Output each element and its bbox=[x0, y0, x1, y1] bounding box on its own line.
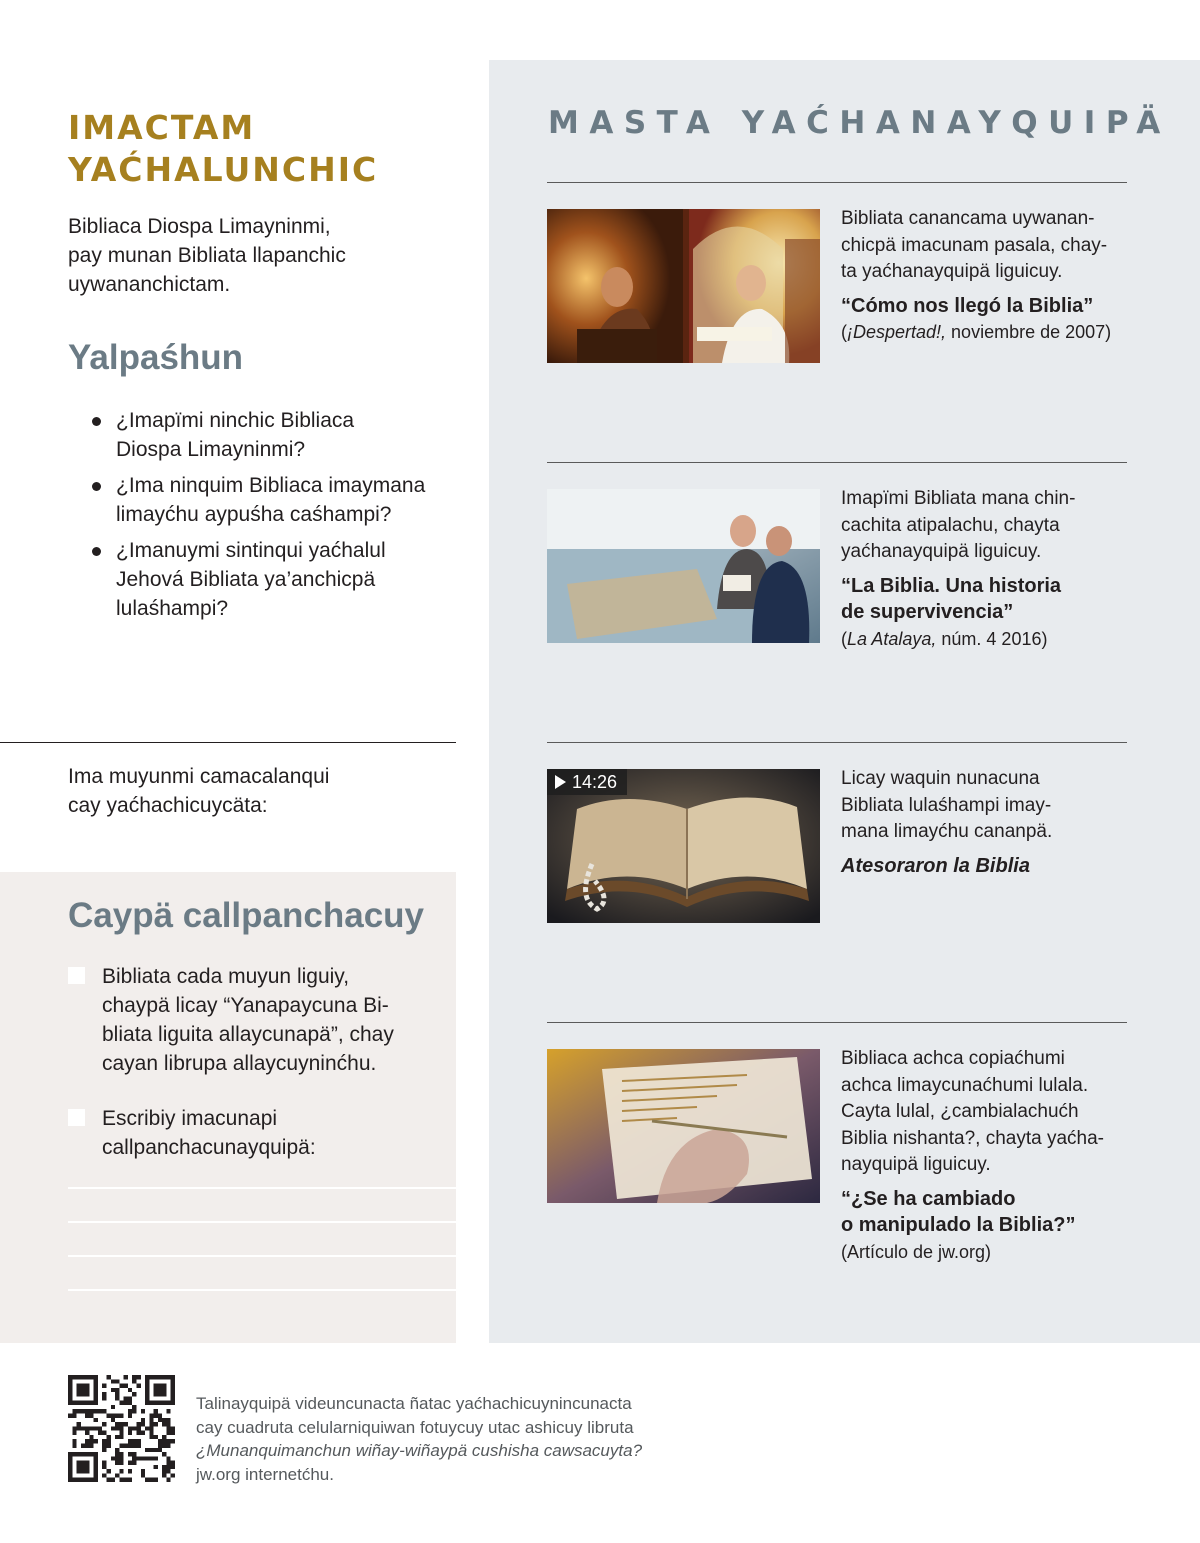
next-lesson-text: Ima muyunmi camacalanqui cay yaćhachicuycäta: bbox=[68, 765, 330, 817]
section-divider bbox=[0, 742, 456, 743]
writing-line[interactable] bbox=[68, 1221, 456, 1223]
resource-divider bbox=[547, 1022, 1127, 1023]
resource-source: (¡Despertad!, noviembre de 2007) bbox=[841, 322, 1112, 342]
summary-title: IMACTAM YAĆHALUNCHIC bbox=[68, 108, 379, 189]
resource-image-bible-history[interactable] bbox=[547, 209, 820, 363]
resource-image-scribe[interactable] bbox=[547, 1049, 820, 1203]
footer-text: Talinayquipä videuncunacta ñatac yaćhachicuynincunacta cay cuadruta celularniquiwan fotuycuy utac ashicuy libruta ¿Munanquimanchun wiñay-wiñaypä cushisha cawsacuyta? jw.org internetćhu. bbox=[196, 1394, 643, 1484]
goal-text: Bibliata cada muyun liguiy, chaypä licay “Yanapaycuna Bi- bliata liguita allaycunapä”, chay cayan librupa allaycuyninćhu. bbox=[102, 965, 394, 1075]
resource-source: (La Atalaya, núm. 4 2016) bbox=[841, 628, 1048, 649]
goal-text: Escribiy imacunapi callpanchacunayquipä: bbox=[102, 1107, 316, 1159]
goal-item bbox=[68, 962, 438, 1078]
writing-line[interactable] bbox=[68, 1187, 456, 1189]
review-question: ¿Ima ninquim Bibliaca imaymana limayćhu aypuśha caśhampi? bbox=[92, 471, 462, 529]
resource-description: Bibliata canancama uywanan- chicpä imacunam pasala, chay- ta yaćhanayquipä liguicuy. bbox=[841, 208, 1108, 282]
qr-code-graphic bbox=[68, 1375, 175, 1482]
resource-divider bbox=[547, 742, 1127, 743]
resource-description: Imapïmi Bibliata mana chin- cachita atipalachu, chayta yaćhanayquipä liguicuy. bbox=[841, 488, 1076, 562]
review-question-list bbox=[92, 406, 462, 630]
museum-photo bbox=[547, 489, 820, 643]
resource-text bbox=[841, 206, 1141, 345]
review-heading: Yalpaśhun bbox=[68, 338, 244, 377]
resource-text bbox=[841, 486, 1141, 652]
video-duration-badge: 14:26 bbox=[547, 769, 627, 795]
goal-checkbox[interactable] bbox=[68, 967, 85, 984]
resource-title[interactable]: “¿Se ha cambiado o manipulado la Biblia?” bbox=[841, 1187, 1076, 1236]
goals-box bbox=[0, 872, 456, 1343]
painting-illustration bbox=[547, 209, 820, 363]
review-question: ¿Imapïmi ninchic Bibliaca Diospa Limayninmi? bbox=[92, 406, 462, 464]
summary-text: Bibliaca Diospa Limayninmi, pay munan Bibliata llapanchic uywananchictam. bbox=[68, 215, 346, 296]
writing-line[interactable] bbox=[68, 1289, 456, 1291]
review-question: ¿Imanuymi sintinqui yaćhalul Jehová Bibliata ya’anchicpä lulaśhampi? bbox=[92, 536, 462, 623]
qr-code-icon[interactable] bbox=[68, 1375, 175, 1482]
bullet-icon bbox=[92, 482, 101, 491]
resource-divider bbox=[547, 182, 1127, 183]
goal-checkbox[interactable] bbox=[68, 1109, 85, 1126]
goal-item bbox=[68, 1104, 438, 1162]
resource-text bbox=[841, 1046, 1141, 1265]
resource-title[interactable]: Atesoraron la Biblia bbox=[841, 854, 1030, 877]
resource-text bbox=[841, 766, 1141, 879]
bullet-icon bbox=[92, 547, 101, 556]
resource-description: Licay waquin nunacuna Bibliata lulaśhampi imay- mana limayćhu cananpä. bbox=[841, 768, 1053, 842]
resource-source: (Artículo de jw.org) bbox=[841, 1241, 992, 1262]
resource-title[interactable]: “Cómo nos llegó la Biblia” bbox=[841, 294, 1094, 317]
more-resources-panel bbox=[489, 60, 1200, 1343]
resource-description: Bibliaca achca copiaćhumi achca limaycunaćhumi lulala. Cayta lulal, ¿cambialachućh Biblia nishanta?, chayta yaćha- nayquipä liguicuy. bbox=[841, 1048, 1104, 1175]
more-heading: MASTA YAĆHANAYQUIPÄ bbox=[548, 105, 1171, 141]
resource-title[interactable]: “La Biblia. Una historia de supervivencia” bbox=[841, 574, 1062, 623]
writing-line[interactable] bbox=[68, 1255, 456, 1257]
resource-image-museum[interactable] bbox=[547, 489, 820, 643]
scribe-photo bbox=[547, 1049, 820, 1203]
goals-heading: Caypä callpanchacuy bbox=[68, 896, 424, 935]
play-icon bbox=[555, 775, 566, 789]
resource-video-thumbnail[interactable] bbox=[547, 769, 820, 923]
resource-divider bbox=[547, 462, 1127, 463]
bullet-icon bbox=[92, 417, 101, 426]
